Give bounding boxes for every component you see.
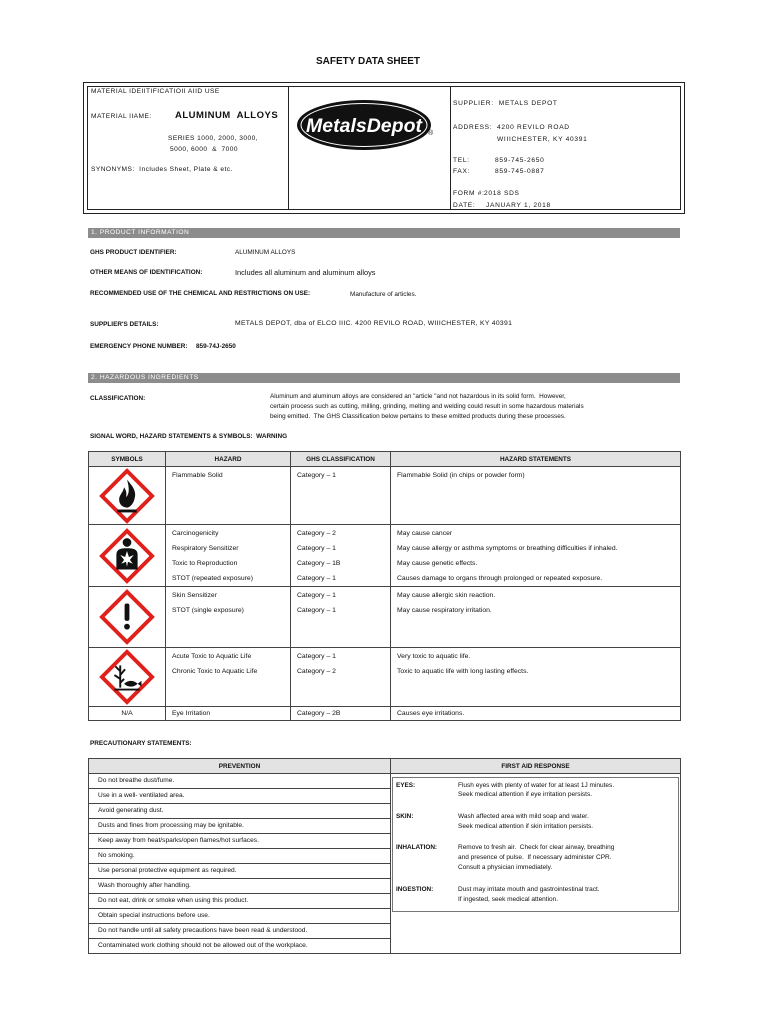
hazard-group-row xyxy=(89,707,681,721)
section-heading: 2. HAZARDOUS INGREDIENTS xyxy=(91,374,199,381)
series-line-1: SERIES 1000, 2000, 3000, xyxy=(168,135,258,142)
first-aid-text: Dust may irritate mouth and gastrointestinal tract. xyxy=(458,886,600,893)
registered-mark: ® xyxy=(428,130,434,137)
first-aid-text: Wash affected area with mild soap and water. xyxy=(458,813,589,820)
statement-cell xyxy=(391,587,681,648)
hazard-group-row xyxy=(89,648,681,707)
hazard-statement: Causes eye irritations. xyxy=(397,710,465,717)
col-header-symbols: SYMBOLS xyxy=(89,452,166,467)
ghs-classification: Category – 1 xyxy=(297,653,336,660)
other-means-value: Includes all aluminum and aluminum alloys xyxy=(235,268,376,277)
section-heading: 1. PRODUCT INFORMATION xyxy=(91,229,190,236)
statement-cell xyxy=(391,707,681,721)
col-header-first-aid: FIRST AID RESPONSE xyxy=(391,759,681,774)
hazard-name: STOT (single exposure) xyxy=(172,607,244,614)
first-aid-label-eyes: EYES: xyxy=(396,782,416,789)
hazard-statement: May cause respiratory irritation. xyxy=(397,607,492,614)
classification-cell xyxy=(291,587,391,648)
signal-word: SIGNAL WORD, HAZARD STATEMENTS & SYMBOLS: WARNING xyxy=(90,433,288,440)
symbol-cell xyxy=(89,587,166,648)
form-label: FORM #: xyxy=(453,190,485,197)
hazard-group-row xyxy=(89,467,681,525)
hazard-statement: May cause cancer xyxy=(397,530,453,537)
ghs-classification: Category – 1 xyxy=(297,472,336,479)
address-label: ADDRESS: xyxy=(453,124,493,131)
classification-cell xyxy=(291,707,391,721)
series-line-2: 5000, 6000 & 7000 xyxy=(170,146,238,153)
tel-label: TEL: xyxy=(453,157,470,164)
material-identification-label: MATERIAL IDEIITIFICATIOII AIID USE xyxy=(91,88,220,95)
hazard-name: Acute Toxic to Aquatic Life xyxy=(172,653,252,660)
prevention-item: Do not handle until all safety precautions have been read & understood. xyxy=(89,924,391,939)
date-label: DATE: xyxy=(453,202,476,209)
address-line-2: WIIICHESTER, KY 40391 xyxy=(497,136,588,143)
supplier: SUPPLIER: METALS DEPOT xyxy=(453,100,558,107)
first-aid-text: Consult a physician immediately. xyxy=(458,864,553,871)
ghs-classification: Category – 1 xyxy=(297,575,336,582)
ghs-classification: Category – 2 xyxy=(297,668,336,675)
classification-cell xyxy=(291,525,391,587)
hazard-statement: Causes damage to organs through prolonged or repeated exposure. xyxy=(397,575,603,582)
hazard-name: Eye Irritation xyxy=(172,710,211,717)
statement-cell xyxy=(391,467,681,525)
hazard-name: Flammable Solid xyxy=(172,472,223,479)
tel-value: 859-745-2650 xyxy=(495,157,545,164)
col-header-hazard-statements: HAZARD STATEMENTS xyxy=(391,452,681,467)
metals-depot-logo xyxy=(296,99,432,151)
prevention-item: Do not breathe dust/fume. xyxy=(89,774,391,789)
statement-cell xyxy=(391,648,681,707)
logo-text: MetalsDepot xyxy=(306,116,423,137)
classification-text: certain process such as cutting, milling, grinding, melting and welding could result in some hazardous materials xyxy=(270,403,584,410)
ghs-classification: Category – 1 xyxy=(297,592,336,599)
classification-text: being emitted. The GHS Classification below pertains to these emitted products during these processes. xyxy=(270,413,566,420)
hazard-group-row xyxy=(89,587,681,648)
classification-cell xyxy=(291,467,391,525)
hazard-name: Toxic to Reproduction xyxy=(172,560,238,567)
fax-label: FAX: xyxy=(453,168,471,175)
emergency-phone-label: EMERGENCY PHONE NUMBER: xyxy=(90,343,188,350)
section-bar-product-information xyxy=(88,228,680,238)
environment-icon xyxy=(99,649,155,705)
prevention-item: Wash thoroughly after handling. xyxy=(89,879,391,894)
symbol-cell xyxy=(89,707,166,721)
date-value: JANUARY 1, 2018 xyxy=(486,202,551,209)
material-name: ALUMINUM ALLOYS xyxy=(175,110,279,121)
first-aid-text: and presence of pulse. If necessary administer CPR. xyxy=(458,854,612,861)
hazard-name: Skin Sensitizer xyxy=(172,592,217,599)
recommended-use-value: Manufacture of articles. xyxy=(350,291,417,298)
classification-text: Aluminum and aluminum alloys are considered an "article "and not hazardous in its solid form. However, xyxy=(270,393,566,400)
address-line-1: 4200 REVILO ROAD xyxy=(497,124,570,131)
page-title: SAFETY DATA SHEET xyxy=(315,56,421,67)
hazard-cell xyxy=(166,525,291,587)
first-aid-text: Flush eyes with plenty of water for at least 1J minutes. xyxy=(458,782,615,789)
supplier-details-label: SUPPLIER'S DETAILS: xyxy=(90,321,159,328)
ghs-classification: Category – 1 xyxy=(297,545,336,552)
hazard-statement: Very toxic to aquatic life. xyxy=(397,653,471,660)
hazard-name: Carcinogenicity xyxy=(172,530,219,537)
prevention-item: Obtain special instructions before use. xyxy=(89,909,391,924)
ghs-classification: Category – 1B xyxy=(297,560,341,567)
hazard-statement: May cause allergy or asthma symptoms or breathing difficulties if inhaled. xyxy=(397,545,618,552)
ghs-identifier-value: ALUMINUM ALLOYS xyxy=(235,249,296,256)
hazard-table-header xyxy=(89,452,681,467)
synonyms: SYNONYMS: Includes Sheet, Plate & etc. xyxy=(91,166,233,173)
hazard-name: STOT (repeated exposure) xyxy=(172,575,253,582)
prevention-item: Contaminated work clothing should not be allowed out of the workplace. xyxy=(89,939,391,954)
hazard-cell xyxy=(166,707,291,721)
ghs-classification: Category – 2 xyxy=(297,530,336,537)
col-header-prevention: PREVENTION xyxy=(89,759,391,774)
first-aid-text: Seek medical attention if eye irritation persists. xyxy=(458,791,593,798)
first-aid-label-skin: SKIN: xyxy=(396,813,414,820)
hazard-name: Respiratory Sensitizer xyxy=(172,545,239,552)
hazard-table xyxy=(88,451,681,721)
exclamation-mark-icon xyxy=(99,589,155,645)
first-aid-text: If ingested, seek medical attention. xyxy=(458,896,559,903)
statement-cell xyxy=(391,525,681,587)
prevention-item: Avoid generating dust. xyxy=(89,804,391,819)
hazard-cell xyxy=(166,467,291,525)
form-value: 2018 SDS xyxy=(484,190,520,197)
prevention-item: Use personal protective equipment as required. xyxy=(89,864,391,879)
col-header-ghs-classification: GHS CLASSIFICATION xyxy=(291,452,391,467)
prevention-item: Keep away from heat/sparks/open flames/hot surfaces. xyxy=(89,834,391,849)
material-name-label: MATERIAL IIAME: xyxy=(91,113,152,120)
prevention-item: No smoking. xyxy=(89,849,391,864)
first-aid-label-ingestion: INGESTION: xyxy=(396,886,434,893)
flame-icon xyxy=(99,468,155,524)
hazard-statement: Toxic to aquatic life with long lasting effects. xyxy=(397,668,529,675)
supplier-details-value: METALS DEPOT, dba of ELCO IIIC. 4200 REVILO ROAD, WIIICHESTER, KY 40391 xyxy=(235,320,513,327)
fax-value: 859-745-0887 xyxy=(495,168,545,175)
hazard-cell xyxy=(166,587,291,648)
prevention-item: Use in a well- ventilated area. xyxy=(89,789,391,804)
hazard-statement: Flammable Solid (in chips or powder form) xyxy=(397,472,525,479)
symbol-cell xyxy=(89,648,166,707)
hazard-statement: May cause genetic effects. xyxy=(397,560,478,567)
hazard-name: Chronic Toxic to Aquatic Life xyxy=(172,668,258,675)
emergency-phone-value: 859-74J-2650 xyxy=(196,343,236,350)
classification-cell xyxy=(291,648,391,707)
first-aid-text: Remove to fresh air. Check for clear airway, breathing xyxy=(458,844,615,851)
col-header-hazard: HAZARD xyxy=(166,452,291,467)
other-means-label: OTHER MEANS OF IDENTIFICATION: xyxy=(90,269,203,276)
header-divider xyxy=(450,86,451,210)
hazard-statement: May cause allergic skin reaction. xyxy=(397,592,496,599)
precautionary-table-header xyxy=(89,759,681,774)
classification-label: CLASSIFICATION: xyxy=(90,395,146,402)
hazard-cell xyxy=(166,648,291,707)
ghs-classification: Category – 2B xyxy=(297,710,341,717)
section-bar-hazardous-ingredients xyxy=(88,373,680,383)
recommended-use-label: RECOMMENDED USE OF THE CHEMICAL AND RESTRICTIONS ON USE: xyxy=(90,290,311,297)
ghs-identifier-label: GHS PRODUCT IDENTIFIER: xyxy=(90,249,177,256)
header-divider xyxy=(288,86,289,210)
first-aid-text: Seek medical attention if skin irritation persists. xyxy=(458,823,594,830)
health-hazard-icon xyxy=(99,528,155,584)
symbol-na: N/A xyxy=(121,710,133,717)
hazard-group-row xyxy=(89,525,681,587)
symbol-cell xyxy=(89,467,166,525)
first-aid-label-inhalation: INHALATION: xyxy=(396,844,438,851)
prevention-item: Dusts and fines from processing may be ignitable. xyxy=(89,819,391,834)
symbol-cell xyxy=(89,525,166,587)
precautionary-statements-label: PRECAUTIONARY STATEMENTS: xyxy=(90,740,192,747)
prevention-item: Do not eat, drink or smoke when using this product. xyxy=(89,894,391,909)
ghs-classification: Category – 1 xyxy=(297,607,336,614)
